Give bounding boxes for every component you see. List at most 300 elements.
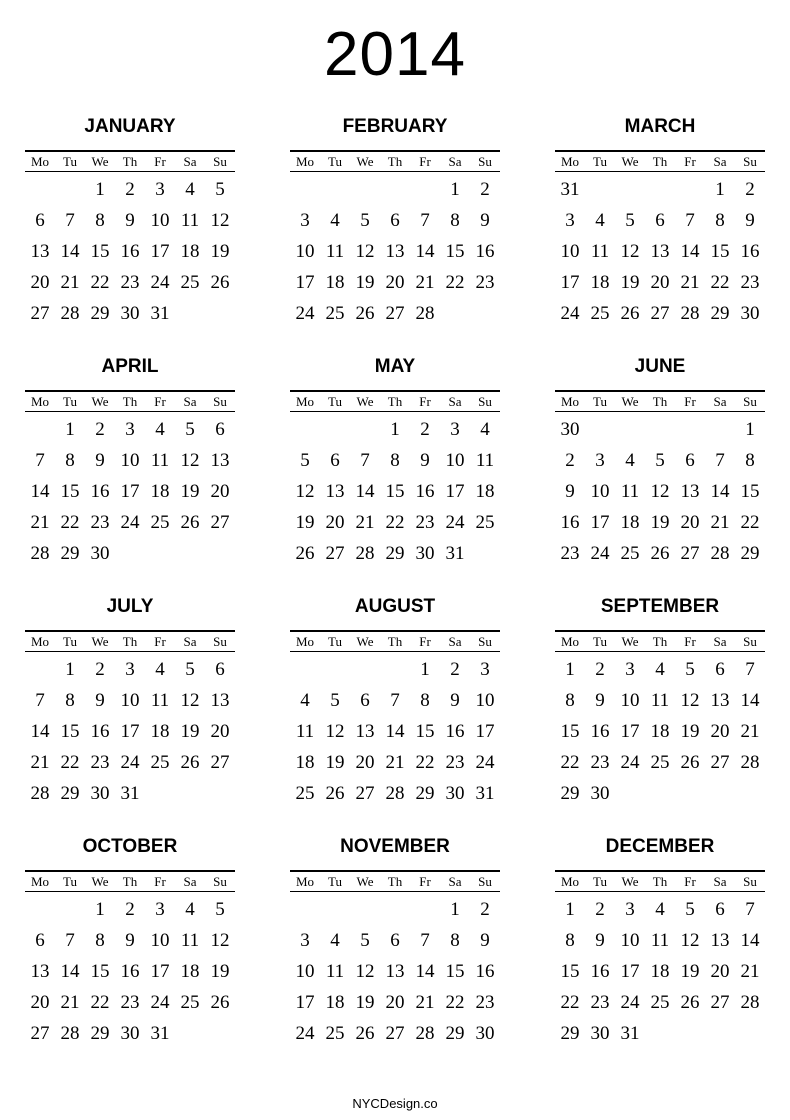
day-cell: 31 [150, 1023, 170, 1044]
month-june [555, 350, 765, 590]
day-cell: 3 [155, 179, 165, 200]
day-grid [25, 174, 235, 329]
day-cell: 27 [385, 1023, 405, 1044]
weekday-label: Fr [419, 634, 431, 649]
day-cell: 28 [385, 783, 405, 804]
day-cell [470, 298, 500, 329]
day-cell [25, 894, 55, 925]
day-cell: 2 [565, 450, 575, 471]
day-cell: 24 [120, 512, 140, 533]
day-cell [735, 1018, 765, 1049]
weekday-label: Sa [713, 634, 727, 649]
day-grid [290, 894, 500, 1049]
day-cell: 15 [90, 241, 110, 262]
day-cell [290, 174, 320, 205]
day-cell: 30 [475, 1023, 495, 1044]
day-cell: 31 [150, 303, 170, 324]
day-cell: 28 [60, 303, 80, 324]
day-cell: 5 [685, 659, 695, 680]
day-cell: 4 [655, 899, 665, 920]
day-cell: 14 [740, 690, 760, 711]
weekday-label: Fr [154, 874, 166, 889]
day-cell [705, 414, 735, 445]
day-cell: 16 [90, 481, 110, 502]
day-cell: 27 [210, 752, 230, 773]
day-cell: 9 [745, 210, 755, 231]
day-cell [175, 538, 205, 569]
day-grid [290, 414, 500, 569]
day-cell: 18 [150, 721, 170, 742]
day-cell: 7 [65, 930, 75, 951]
day-cell: 27 [650, 303, 670, 324]
day-cell: 11 [150, 690, 170, 711]
day-cell [290, 414, 320, 445]
weekday-label: Sa [448, 634, 462, 649]
weekday-header [290, 390, 500, 412]
day-cell: 20 [650, 272, 670, 293]
weekday-label: Mo [295, 154, 315, 169]
day-cell: 12 [295, 481, 315, 502]
day-cell: 14 [60, 961, 80, 982]
weekday-label: Mo [560, 874, 580, 889]
day-grid [25, 894, 235, 1049]
day-cell: 29 [90, 303, 110, 324]
day-cell [410, 174, 440, 205]
day-cell: 28 [30, 543, 50, 564]
weekday-label: Fr [684, 874, 696, 889]
day-cell: 2 [125, 899, 135, 920]
day-cell: 2 [480, 179, 490, 200]
day-cell: 8 [65, 450, 75, 471]
day-cell: 21 [355, 512, 375, 533]
day-cell: 26 [295, 543, 315, 564]
day-cell: 12 [680, 690, 700, 711]
day-cell [290, 654, 320, 685]
day-cell: 8 [565, 690, 575, 711]
weekday-label: Th [652, 394, 668, 409]
day-cell [615, 174, 645, 205]
weekday-label: Fr [419, 394, 431, 409]
day-cell [290, 894, 320, 925]
day-cell: 29 [415, 783, 435, 804]
day-cell: 14 [710, 481, 730, 502]
weekday-label: Su [213, 634, 227, 649]
day-cell: 16 [475, 961, 495, 982]
day-cell: 13 [710, 690, 730, 711]
day-cell: 16 [120, 241, 140, 262]
day-cell: 22 [445, 272, 465, 293]
day-grid [290, 654, 500, 809]
day-cell: 5 [360, 210, 370, 231]
day-cell: 16 [475, 241, 495, 262]
day-cell [175, 778, 205, 809]
weekday-label: Th [122, 634, 138, 649]
day-cell: 17 [295, 272, 315, 293]
day-cell [115, 538, 145, 569]
weekday-label: Su [743, 874, 757, 889]
day-cell: 22 [90, 272, 110, 293]
day-cell: 19 [620, 272, 640, 293]
day-cell: 25 [650, 752, 670, 773]
weekday-label: Su [213, 394, 227, 409]
day-cell: 20 [210, 481, 230, 502]
day-cell: 5 [185, 659, 195, 680]
day-cell: 12 [325, 721, 345, 742]
day-cell: 4 [185, 899, 195, 920]
day-cell [645, 414, 675, 445]
weekday-label: Tu [593, 154, 607, 169]
day-cell: 30 [445, 783, 465, 804]
day-cell: 21 [30, 752, 50, 773]
month-march [555, 110, 765, 350]
day-cell: 19 [210, 961, 230, 982]
day-cell: 18 [295, 752, 315, 773]
day-cell: 15 [60, 721, 80, 742]
day-cell: 26 [210, 992, 230, 1013]
day-cell: 22 [60, 512, 80, 533]
weekday-label: We [621, 394, 639, 409]
weekday-label: Sa [183, 394, 197, 409]
day-cell: 23 [445, 752, 465, 773]
weekday-label: Tu [328, 394, 342, 409]
weekday-header [555, 630, 765, 652]
day-cell: 23 [475, 272, 495, 293]
day-cell: 31 [445, 543, 465, 564]
day-cell: 25 [325, 303, 345, 324]
day-cell: 6 [215, 419, 225, 440]
day-cell: 30 [560, 419, 580, 440]
weekday-header [25, 150, 235, 172]
day-cell: 3 [565, 210, 575, 231]
day-cell: 31 [475, 783, 495, 804]
month-july [25, 590, 235, 830]
day-cell: 1 [95, 899, 105, 920]
day-cell: 6 [35, 210, 45, 231]
day-cell: 9 [125, 210, 135, 231]
weekday-label: Fr [154, 154, 166, 169]
day-cell: 20 [30, 272, 50, 293]
day-cell: 16 [415, 481, 435, 502]
weekday-label: Su [213, 874, 227, 889]
day-cell: 2 [95, 419, 105, 440]
weekday-label: Sa [713, 394, 727, 409]
month-april [25, 350, 235, 590]
day-cell: 3 [300, 930, 310, 951]
day-cell: 25 [295, 783, 315, 804]
day-cell: 21 [60, 992, 80, 1013]
day-cell [645, 778, 675, 809]
day-cell: 6 [655, 210, 665, 231]
day-cell: 21 [680, 272, 700, 293]
weekday-label: Su [213, 154, 227, 169]
day-cell: 5 [215, 899, 225, 920]
day-cell: 28 [710, 543, 730, 564]
day-cell: 19 [680, 721, 700, 742]
day-cell: 20 [710, 961, 730, 982]
day-cell: 7 [360, 450, 370, 471]
weekday-label: Tu [63, 154, 77, 169]
month-december [555, 830, 765, 1070]
day-cell: 25 [650, 992, 670, 1013]
month-january [25, 110, 235, 350]
day-cell: 11 [180, 930, 200, 951]
day-cell: 7 [685, 210, 695, 231]
day-cell: 9 [595, 690, 605, 711]
day-cell: 16 [90, 721, 110, 742]
day-cell: 22 [60, 752, 80, 773]
day-grid [555, 414, 765, 569]
day-cell: 24 [560, 303, 580, 324]
day-cell: 5 [655, 450, 665, 471]
day-grid [555, 894, 765, 1049]
day-cell: 8 [565, 930, 575, 951]
day-cell: 25 [180, 272, 200, 293]
day-cell: 9 [595, 930, 605, 951]
day-cell: 18 [475, 481, 495, 502]
weekday-label: Mo [295, 874, 315, 889]
day-cell: 18 [150, 481, 170, 502]
day-cell: 21 [60, 272, 80, 293]
day-cell: 9 [420, 450, 430, 471]
day-cell: 3 [125, 659, 135, 680]
day-cell: 3 [155, 899, 165, 920]
day-cell: 29 [560, 1023, 580, 1044]
weekday-header [25, 630, 235, 652]
day-cell: 29 [90, 1023, 110, 1044]
day-cell [350, 654, 380, 685]
day-cell: 6 [715, 659, 725, 680]
day-cell [320, 654, 350, 685]
day-cell: 11 [180, 210, 200, 231]
day-cell: 11 [325, 961, 345, 982]
day-cell: 13 [680, 481, 700, 502]
day-cell: 12 [620, 241, 640, 262]
day-cell: 28 [740, 992, 760, 1013]
day-cell: 20 [710, 721, 730, 742]
weekday-label: Tu [63, 394, 77, 409]
day-cell: 24 [150, 272, 170, 293]
day-cell: 24 [120, 752, 140, 773]
month-october [25, 830, 235, 1070]
day-cell: 14 [740, 930, 760, 951]
footer-credit: NYCDesign.co [352, 1096, 438, 1111]
day-cell: 13 [325, 481, 345, 502]
day-cell: 23 [90, 752, 110, 773]
day-cell: 17 [445, 481, 465, 502]
day-cell [320, 894, 350, 925]
day-cell: 12 [680, 930, 700, 951]
day-cell: 27 [210, 512, 230, 533]
day-cell: 10 [150, 930, 170, 951]
day-cell: 18 [325, 992, 345, 1013]
day-cell: 27 [325, 543, 345, 564]
day-cell: 13 [355, 721, 375, 742]
day-cell: 15 [560, 721, 580, 742]
day-cell: 30 [590, 783, 610, 804]
month-name: FEBRUARY [342, 116, 448, 137]
day-cell: 26 [355, 1023, 375, 1044]
weekday-label: Fr [154, 634, 166, 649]
weekday-label: We [356, 874, 374, 889]
day-cell: 12 [355, 961, 375, 982]
day-cell: 7 [65, 210, 75, 231]
day-cell: 23 [560, 543, 580, 564]
day-cell: 28 [680, 303, 700, 324]
day-cell: 10 [295, 961, 315, 982]
day-cell: 16 [740, 241, 760, 262]
day-cell: 11 [475, 450, 495, 471]
day-cell: 10 [620, 690, 640, 711]
day-cell: 28 [415, 303, 435, 324]
day-cell: 9 [565, 481, 575, 502]
day-cell [25, 654, 55, 685]
day-cell: 1 [565, 659, 575, 680]
weekday-label: Sa [713, 874, 727, 889]
weekday-header [290, 630, 500, 652]
day-cell: 15 [710, 241, 730, 262]
weekday-label: Mo [560, 634, 580, 649]
day-cell: 27 [30, 1023, 50, 1044]
day-cell: 5 [330, 690, 340, 711]
day-cell: 23 [120, 272, 140, 293]
weekday-header [555, 870, 765, 892]
day-cell: 25 [150, 752, 170, 773]
day-cell: 11 [325, 241, 345, 262]
day-cell: 13 [385, 241, 405, 262]
day-cell [55, 894, 85, 925]
day-cell: 14 [415, 961, 435, 982]
day-cell: 12 [210, 930, 230, 951]
day-cell: 2 [420, 419, 430, 440]
day-cell: 17 [150, 961, 170, 982]
day-cell [350, 174, 380, 205]
months-grid [25, 110, 765, 1070]
day-cell: 14 [355, 481, 375, 502]
day-cell: 7 [715, 450, 725, 471]
weekday-label: Su [743, 154, 757, 169]
weekday-label: Tu [328, 874, 342, 889]
day-cell: 23 [90, 512, 110, 533]
day-cell: 14 [415, 241, 435, 262]
day-cell: 21 [740, 721, 760, 742]
day-cell: 3 [450, 419, 460, 440]
day-cell: 26 [680, 752, 700, 773]
weekday-label: Tu [63, 874, 77, 889]
day-cell: 3 [125, 419, 135, 440]
day-cell: 13 [710, 930, 730, 951]
day-cell [410, 894, 440, 925]
day-cell: 5 [185, 419, 195, 440]
day-cell [615, 778, 645, 809]
month-name: NOVEMBER [340, 836, 450, 857]
month-may [290, 350, 500, 590]
day-cell: 27 [680, 543, 700, 564]
weekday-label: Mo [30, 874, 50, 889]
weekday-label: Su [478, 394, 492, 409]
day-cell: 17 [475, 721, 495, 742]
day-cell [470, 538, 500, 569]
day-cell: 7 [745, 659, 755, 680]
day-cell: 7 [420, 210, 430, 231]
day-cell: 28 [355, 543, 375, 564]
day-cell [645, 1018, 675, 1049]
day-cell [25, 174, 55, 205]
month-november [290, 830, 500, 1070]
day-cell: 7 [35, 690, 45, 711]
day-cell: 10 [475, 690, 495, 711]
weekday-header [25, 390, 235, 412]
day-cell: 2 [450, 659, 460, 680]
weekday-label: Fr [419, 154, 431, 169]
month-name: APRIL [101, 356, 159, 377]
day-cell: 27 [355, 783, 375, 804]
day-cell: 16 [560, 512, 580, 533]
day-cell [175, 298, 205, 329]
day-cell: 6 [330, 450, 340, 471]
day-cell: 5 [215, 179, 225, 200]
day-cell: 24 [590, 543, 610, 564]
day-cell: 9 [95, 450, 105, 471]
day-cell: 29 [710, 303, 730, 324]
day-cell: 2 [745, 179, 755, 200]
day-cell: 9 [95, 690, 105, 711]
day-cell: 22 [560, 752, 580, 773]
day-cell: 17 [590, 512, 610, 533]
weekday-label: We [356, 634, 374, 649]
day-cell: 28 [60, 1023, 80, 1044]
day-cell: 15 [60, 481, 80, 502]
day-cell [675, 174, 705, 205]
day-cell: 19 [355, 992, 375, 1013]
weekday-label: We [621, 874, 639, 889]
day-cell: 19 [355, 272, 375, 293]
day-cell: 3 [300, 210, 310, 231]
weekday-label: We [621, 154, 639, 169]
day-cell: 4 [655, 659, 665, 680]
day-cell: 2 [95, 659, 105, 680]
weekday-label: Th [387, 874, 403, 889]
day-cell: 4 [595, 210, 605, 231]
day-cell: 21 [385, 752, 405, 773]
day-grid [25, 654, 235, 809]
day-cell: 15 [445, 241, 465, 262]
day-cell [205, 538, 235, 569]
day-cell: 15 [445, 961, 465, 982]
day-cell: 23 [415, 512, 435, 533]
day-cell: 29 [740, 543, 760, 564]
day-cell: 23 [590, 752, 610, 773]
day-cell: 11 [590, 241, 610, 262]
day-grid [25, 414, 235, 569]
day-cell [205, 778, 235, 809]
day-cell: 6 [715, 899, 725, 920]
day-cell: 6 [685, 450, 695, 471]
day-cell: 3 [595, 450, 605, 471]
day-cell [440, 298, 470, 329]
day-cell: 10 [560, 241, 580, 262]
day-cell [705, 778, 735, 809]
day-cell: 29 [60, 543, 80, 564]
day-cell: 14 [385, 721, 405, 742]
day-cell: 22 [560, 992, 580, 1013]
day-cell: 30 [120, 303, 140, 324]
day-cell: 26 [355, 303, 375, 324]
weekday-label: Mo [30, 154, 50, 169]
day-cell: 26 [680, 992, 700, 1013]
day-cell [25, 414, 55, 445]
day-cell: 4 [625, 450, 635, 471]
day-cell: 27 [30, 303, 50, 324]
